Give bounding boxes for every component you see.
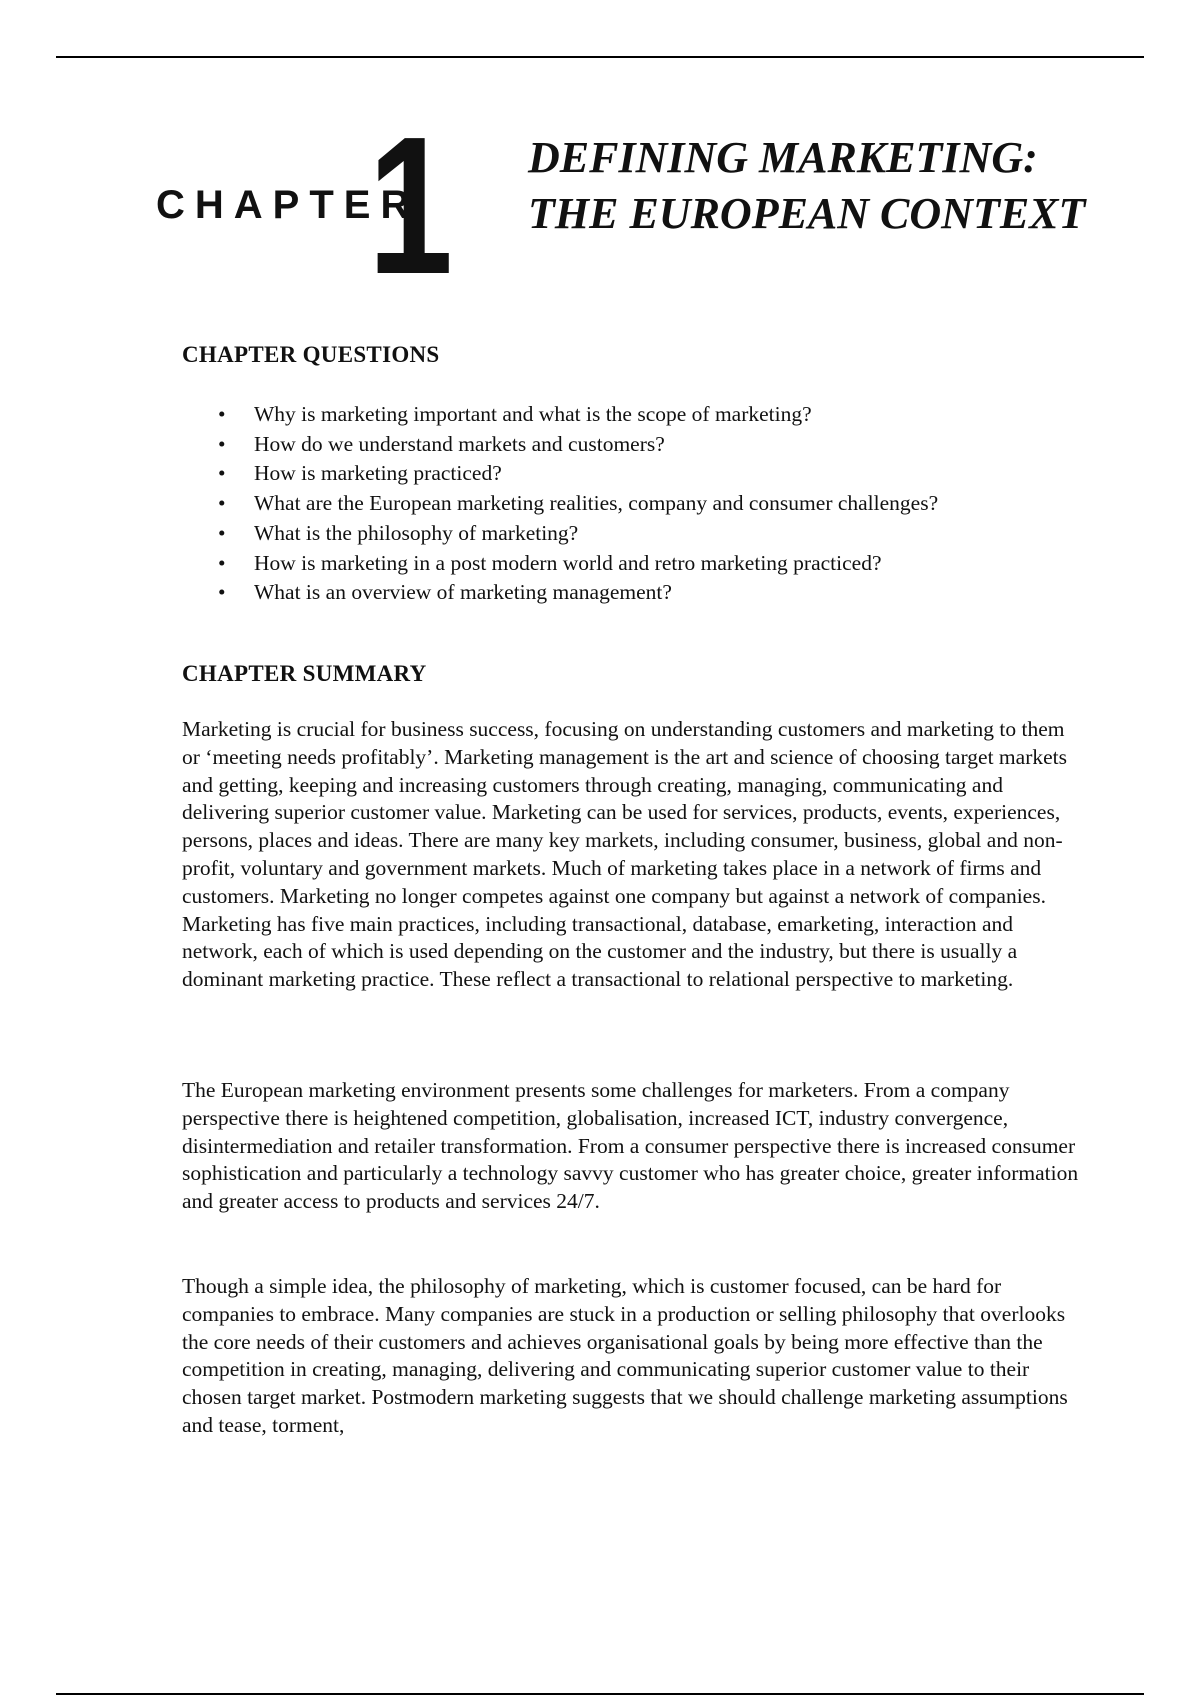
bullet-icon: • [218,491,226,516]
bullet-icon: • [218,520,226,545]
chapter-title-line-1: DEFINING MARKETING: [528,133,1038,182]
list-item [182,459,938,489]
list-item [182,430,938,460]
question-list [182,400,938,608]
chapter-title-line-2: THE EUROPEAN CONTEXT [528,189,1086,238]
bullet-icon: • [218,550,226,575]
bullet-icon: • [218,461,226,486]
paragraph-text: The European marketing environment presents some challenges for marketers. From a company perspective there is heightened competition, globalisation, increased ICT, industry convergence, disintermediation and retailer transformation. From a consumer perspective there is increased consumer sophistication and particularly a technology savvy customer who has greater choice, greater information and greater access to products and services 24/7. [182,1078,1079,1214]
bottom-rule [56,1693,1144,1695]
bullet-icon: • [218,580,226,605]
questions-heading: CHAPTER QUESTIONS [182,342,440,367]
paragraph-text: Marketing is crucial for business success, focusing on understanding customers and marketing to them or ‘meeting needs profitably’. Marketing management is the art and science of choosing target markets and getting, keeping and increasing customers through creating, managing, communicating and delivering superior customer value. Marketing can be used for services, products, events, experiences, persons, places and ideas. There are many key markets, including consumer, business, global and non-profit, voluntary and government markets. Much of marketing takes place in a network of firms and customers. Marketing no longer competes against one company but against a network of companies. Marketing has five main practices, including transactional, database, emarketing, interaction and network, each of which is used depending on the customer and the industry, but there is usually a dominant marketing practice. These reflect a transactional to relational perspective to marketing. [182,717,1067,992]
question-text: Why is marketing important and what is the scope of marketing? [254,402,812,426]
question-text: How do we understand markets and customers? [254,431,665,456]
chapter-number: 1 [368,96,454,315]
question-text: What are the European marketing realities, company and consumer challenges? [254,491,939,516]
summary-paragraph-2 [182,1077,1082,1216]
paragraph-text: Though a simple idea, the philosophy of marketing, which is customer focused, can be hard for companies to embrace. Many companies are stuck in a production or selling philosophy that overlooks the core needs of their customers and achieves organisational goals by being more effective than the competition in creating, managing, delivering and communicating superior customer value to their chosen target market. Postmodern marketing suggests that we should challenge marketing assumptions and tease, torment, [182,1274,1068,1437]
question-text: How is marketing in a post modern world and retro marketing practiced? [254,550,882,575]
list-item [182,489,938,519]
question-text: How is marketing practiced? [254,461,502,486]
chapter-label: CHAPTER [156,183,420,227]
list-item [182,578,938,608]
top-rule [56,56,1144,58]
bullet-icon: • [218,431,226,456]
question-text: What is an overview of marketing management? [254,580,672,605]
list-item [182,549,938,579]
bullet-icon: • [218,402,226,426]
summary-heading: CHAPTER SUMMARY [182,661,427,686]
question-text: What is the philosophy of marketing? [254,520,579,545]
summary-paragraph-1 [182,716,1082,994]
summary-paragraph-3 [182,1273,1082,1440]
chapter-title [528,130,1085,242]
list-item [182,519,938,549]
list-item [182,400,938,430]
